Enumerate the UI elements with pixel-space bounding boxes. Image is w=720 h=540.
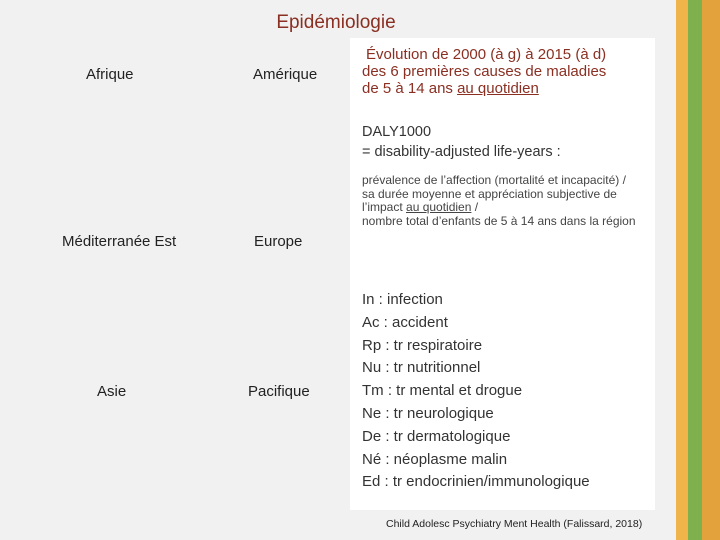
panel-heading	[362, 46, 652, 97]
region-label-europe: Europe	[254, 233, 303, 250]
legend-item: Tm : tr mental et drogue	[362, 382, 523, 400]
formula-part-2-text: sa durée moyenne et appréciation subjective de l’impact	[362, 186, 617, 214]
daly-formula	[362, 174, 642, 228]
legend-item: Né : néoplasme malin	[362, 450, 508, 468]
stripe-green	[688, 0, 702, 540]
legend-item: Ne : tr neurologique	[362, 404, 494, 422]
decorative-side-stripes	[676, 0, 720, 540]
legend-item: Nu : tr nutritionnel	[362, 359, 481, 377]
region-label-mediterranee-est: Méditerranée Est	[62, 233, 177, 250]
region-label-pacifique: Pacifique	[248, 383, 310, 400]
heading-line-3	[362, 80, 652, 97]
stripe-orange-dark	[702, 0, 720, 540]
formula-underlined-text: au quotidien	[406, 200, 472, 214]
daly-definition	[362, 122, 561, 162]
heading-underlined-text: au quotidien	[457, 80, 539, 97]
region-label-amerique: Amérique	[253, 66, 318, 83]
daly-expansion: = disability-adjusted life-years :	[362, 144, 561, 160]
source-citation: Child Adolesc Psychiatry Ment Health (Falissard, 2018)	[386, 518, 643, 530]
region-label-asie: Asie	[97, 383, 127, 400]
info-panel	[350, 38, 655, 510]
legend-item: Ed : tr endocrinien/immunologique	[362, 473, 590, 491]
formula-part-2-end: /	[471, 200, 479, 214]
heading-line-3-text: de 5 à 14 ans	[362, 80, 458, 97]
slide-title: Epidémiologie	[276, 12, 396, 33]
legend-item: Rp : tr respiratoire	[362, 336, 483, 354]
region-label-afrique: Afrique	[86, 66, 134, 83]
formula-part-3: nombre total d’enfants de 5 à 14 ans dans la région	[362, 213, 636, 228]
legend-item: Ac : accident	[362, 313, 448, 331]
formula-part-2	[362, 188, 642, 215]
heading-line-1: Évolution de 2000 (à g) à 2015 (à d)	[366, 46, 607, 63]
legend-item: De : tr dermatologique	[362, 427, 511, 445]
stripe-orange	[676, 0, 688, 540]
legend-item: In : infection	[362, 291, 443, 308]
heading-line-2: des 6 premières causes de maladies	[362, 63, 607, 80]
formula-part-1: prévalence de l’affection (mortalité et incapacité) /	[362, 173, 626, 187]
abbreviation-legend	[362, 289, 590, 494]
daly-term: DALY1000	[362, 124, 432, 140]
